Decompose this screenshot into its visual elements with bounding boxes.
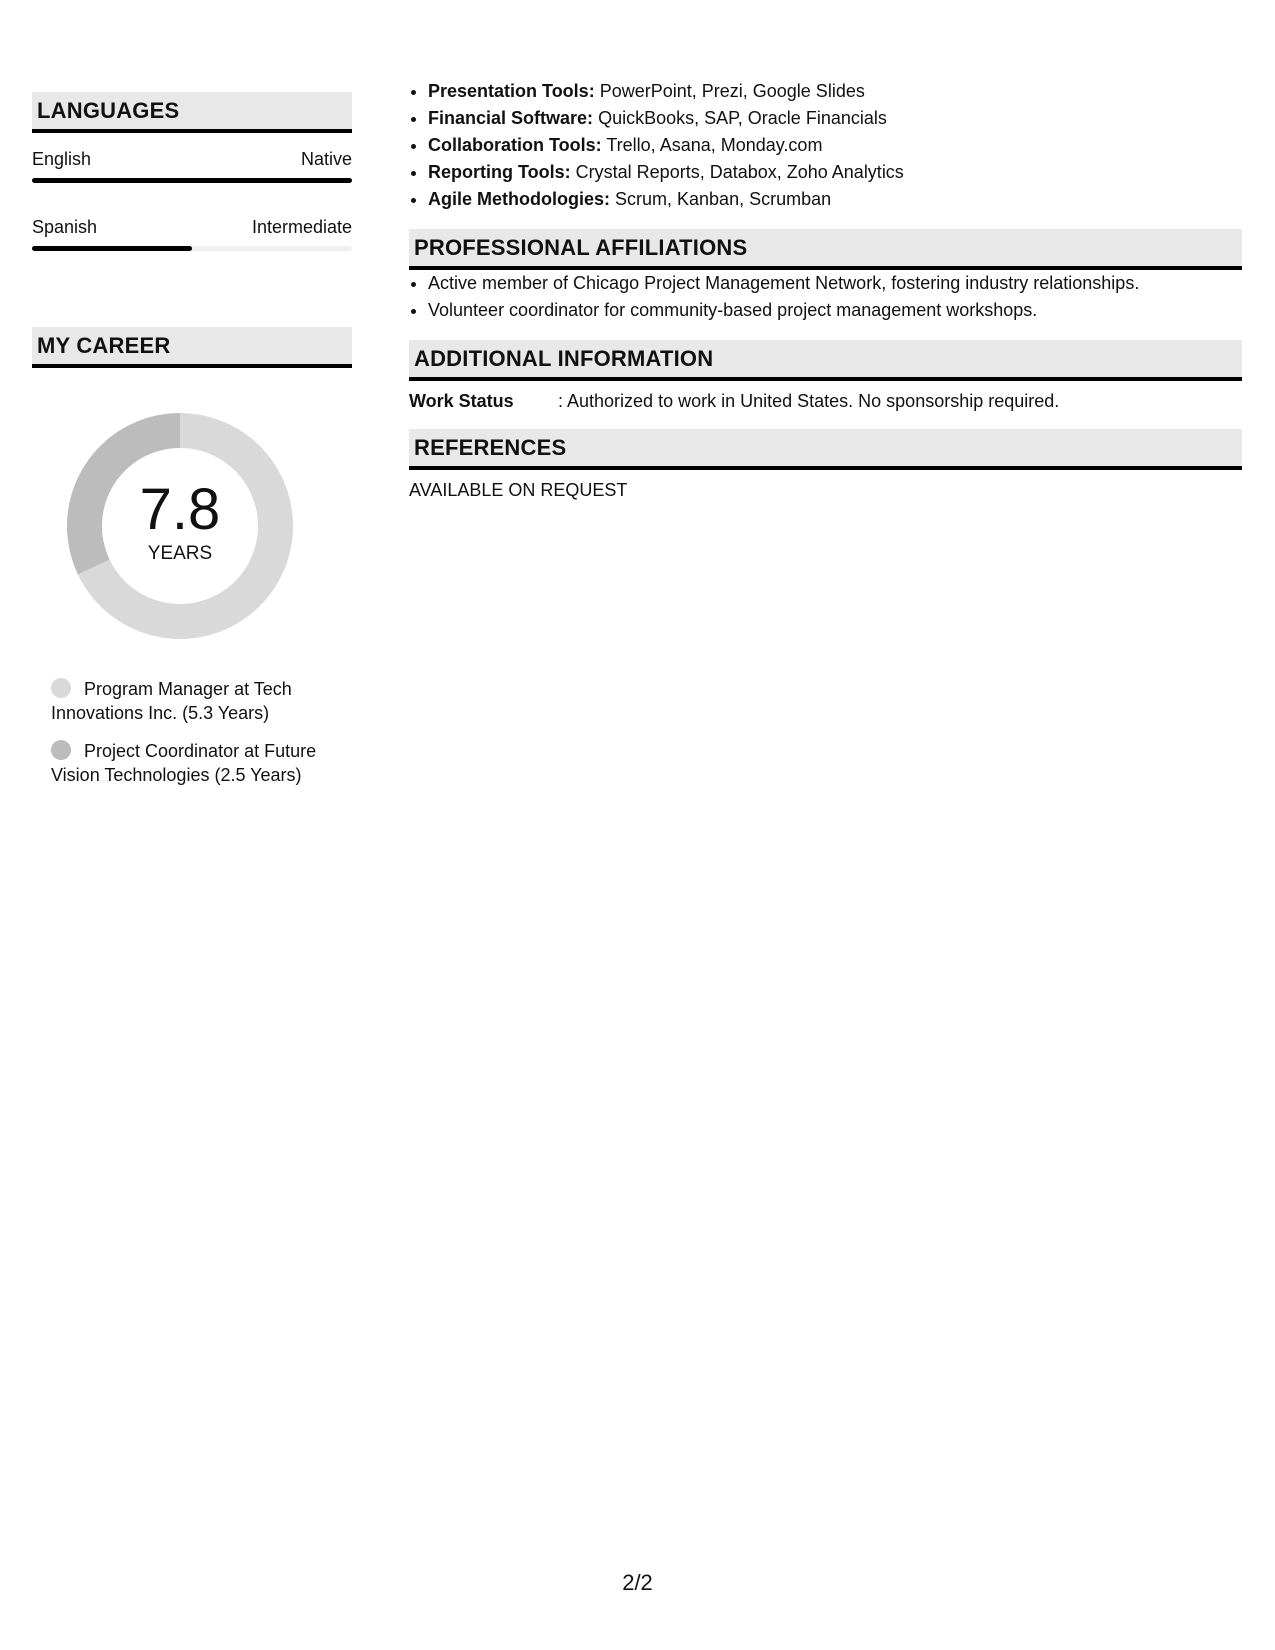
additional-info-heading: ADDITIONAL INFORMATION [409, 340, 1242, 381]
language-item-english [32, 147, 352, 183]
skill-label: Collaboration Tools: [428, 135, 602, 155]
page-number: 2/2 [622, 1570, 653, 1595]
career-donut-chart [65, 411, 295, 641]
skill-item [428, 186, 1242, 213]
legend-dot-icon [51, 678, 71, 698]
skill-label: Financial Software: [428, 108, 594, 128]
skills-list [409, 78, 1242, 213]
right-column [409, 78, 1242, 502]
language-proficiency-bar [32, 178, 352, 183]
work-status-label: Work Status [409, 391, 514, 411]
language-name: English [32, 149, 92, 169]
skill-value: PowerPoint, Prezi, Google Slides [599, 81, 865, 101]
skill-value: QuickBooks, SAP, Oracle Financials [598, 108, 887, 128]
language-proficiency-fill [32, 178, 352, 183]
work-status-value: : Authorized to work in United States. No sponsorship required. [558, 391, 1060, 411]
skill-value: Trello, Asana, Monday.com [606, 135, 823, 155]
affiliation-item: • Active member of Chicago Project Management Network, fostering industry relationships. [428, 270, 1242, 297]
career-legend-label: Project Coordinator at Future Vision Technologies (2.5 Years) [51, 741, 317, 785]
references-heading: REFERENCES [409, 429, 1242, 470]
skill-item [428, 78, 1242, 105]
affiliations-list [409, 270, 1242, 324]
language-proficiency-fill [32, 246, 192, 251]
skill-label: Presentation Tools: [428, 81, 595, 101]
language-level: Native [300, 149, 352, 169]
total-years-unit: YEARS [147, 543, 213, 564]
language-proficiency-bar [32, 246, 352, 251]
left-column [32, 92, 352, 801]
career-legend-item [51, 739, 351, 787]
affiliation-item: • Volunteer coordinator for community-based project management workshops. [428, 297, 1242, 324]
language-item-spanish [32, 215, 352, 251]
skill-item [428, 159, 1242, 186]
work-status-row [409, 389, 1242, 413]
affiliations-heading: PROFESSIONAL AFFILIATIONS [409, 229, 1242, 270]
skill-item [428, 105, 1242, 132]
legend-dot-icon [51, 740, 71, 760]
total-years-value: 7.8 [139, 477, 221, 542]
career-legend-item [51, 677, 351, 725]
skill-label: Agile Methodologies: [428, 189, 610, 209]
career-heading: MY CAREER [32, 327, 352, 368]
skill-label: Reporting Tools: [428, 162, 571, 182]
language-level: Intermediate [251, 217, 352, 237]
language-name: Spanish [32, 217, 98, 237]
skill-value: Crystal Reports, Databox, Zoho Analytics [575, 162, 904, 182]
donut-center [65, 411, 295, 641]
career-legend-label: Program Manager at Tech Innovations Inc. (5.3 Years) [51, 679, 292, 723]
languages-heading: LANGUAGES [32, 92, 352, 133]
references-text: AVAILABLE ON REQUEST [409, 480, 628, 500]
skill-item [428, 132, 1242, 159]
skill-value: Scrum, Kanban, Scrumban [615, 189, 832, 209]
career-legend [51, 677, 351, 787]
